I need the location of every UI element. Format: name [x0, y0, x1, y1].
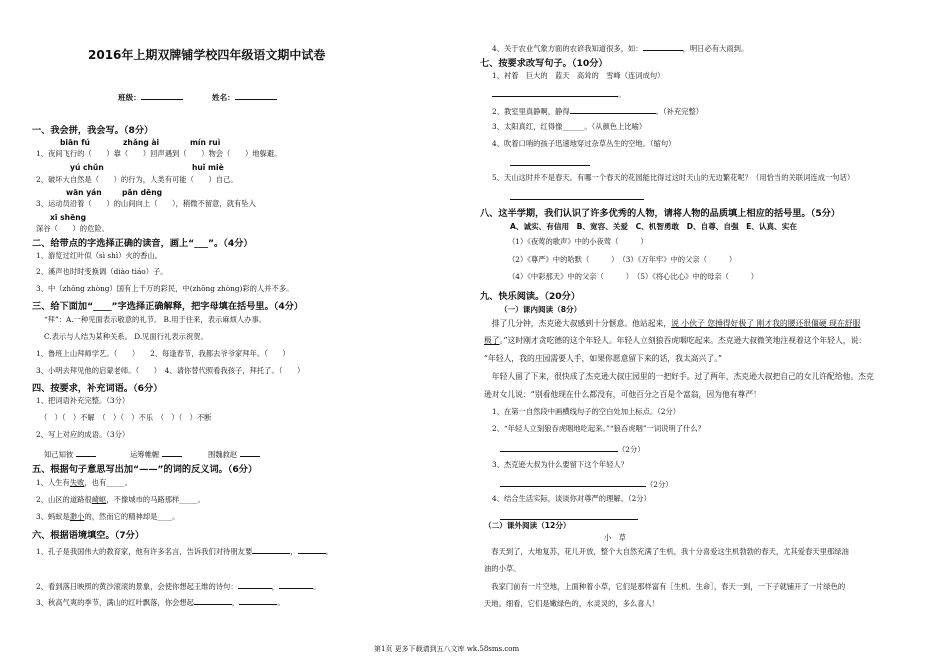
pinyin: biān fú: [60, 138, 90, 147]
exam-title: 2016年上期双牌铺学校四年级语文期中试卷: [88, 48, 326, 62]
section-5-heading: 五、根据句子意思写出加“——”的词的反义词。（6分）: [32, 464, 258, 475]
quality-options: A、诚实、有信用 B、宽容、关爱 C、机智勇敢 D、自尊、自强 E、认真、实在: [510, 222, 797, 231]
question-text: 2、破坏大自然是（ ）的行为，人类有可能（ ）自己。: [36, 175, 238, 184]
pinyin: wān yán: [66, 188, 102, 197]
name-blank[interactable]: [235, 91, 277, 100]
question-text: 3、太阳真红，红得像______。（从颜色上比喻）: [492, 122, 647, 131]
question-text: （2）《尊严》中的哈默（ ） （3）《万年牢》中的父亲（ ）: [508, 255, 737, 264]
passage-line: 排了几分钟，杰克逊大叔感到十分惬意。他站起来，说 小伙子 您捶得好极了 刚才我的腰还很僵硬 现在舒服: [484, 319, 861, 328]
question-text: 1、把词语补充完整。（3分）: [36, 396, 130, 405]
question-text: 3、杰克逊大叔为什么要留下这个年轻人？: [492, 460, 628, 469]
question-text: 3、秋高气爽的季节，满山的红叶飘落，你会想起 ， 。: [36, 598, 285, 607]
answer-line: （2分）: [500, 443, 645, 455]
idiom-item: 运筹帷幄: [130, 448, 182, 460]
section-4-heading: 四、按要求，补充词语。（6分）: [32, 383, 163, 394]
story-line: 油的小草。: [484, 564, 521, 573]
section-3-heading: 三、给下面加“____”字选择正确解释，把字母填在括号里。（4分）: [32, 301, 304, 312]
question-text: 4、吹着口哨的孩子迅速地穿过杂草丛生的空地。（缩句）: [492, 139, 676, 148]
question-text: 2、“年轻人立刻狼吞虎咽地吃起来。”“狼吞虎咽”一词说明了什么？: [492, 424, 705, 433]
question-text: 3、小明去拜见他的启蒙老师。（ ） 4、请你替代照看我孩子，拜托了。（ ）: [36, 366, 305, 375]
section-1-heading: 一、我会拼，我会写。（8分）: [32, 125, 154, 136]
name-label: 姓名：: [212, 93, 235, 102]
question-text: 1、夜间飞行的（ ）靠（ ）回声遇到（ ）物会（ ）地躲避。: [36, 149, 282, 158]
answer-line: （2分）: [500, 478, 673, 490]
class-blank[interactable]: [141, 91, 183, 100]
question-text: （4）《中彩那天》中的父亲（ ） （5）《将心比心》中的母亲（ ）: [508, 272, 759, 281]
question-text: 1、人生有失败，也有_____。: [36, 478, 132, 487]
pinyin: huǐ miè: [192, 163, 224, 172]
question-text: 1、游览过红叶似（sì shì）火的香山。: [36, 251, 162, 260]
answer-line: 。: [492, 88, 625, 100]
class-field: [118, 91, 183, 102]
question-text: 4、结合生活实际，谈谈你对尊严的理解。（2分）: [492, 494, 651, 503]
question-text: 3、中（zhōng zhòng）国有上千万的彩民，中(zhōng zhòng)彩的人并不多。: [36, 284, 294, 293]
pinyin: mín ruì: [190, 138, 221, 147]
question-text: 1、孔子是我国伟大的教育家，他有许多名言，告诉我们对待朋友要 ， 。: [36, 547, 333, 556]
section-6-heading: 六、根据语境填空。（7分）: [32, 530, 145, 541]
question-text: 1、衬着 巨大的 蓝天 高耸的 雪峰（连词成句）: [492, 71, 665, 80]
question-text: 3、运动员沿着（ ）的山间向上（ ），稍微不留意，就有坠入: [36, 199, 256, 208]
pinyin: zhǎng ài: [123, 138, 160, 147]
answer-line: [510, 191, 644, 203]
subsection-heading: （一）课内阅读（8分）: [500, 305, 582, 314]
question-text: （ ）（ ）不解 （ ）（ ）不乐 （ ）（ ）不断: [40, 413, 212, 422]
class-label: 班级：: [118, 93, 141, 102]
story-line: 春天到了，大地复苏，花儿开放，整个大自然充满了生机，我十分喜爱这生机勃勃的春天，尤其爱春天里那绿油: [484, 547, 849, 556]
passage-line: 极了。”这时刚才贪吃德的这个年轻人。年轻人立刻狼吞虎咽吃起来。杰克逊大叔微笑地注视着这个年轻人，说：: [484, 336, 867, 345]
question-text: 2、溪声也时时变换调（diào tiáo）子。: [36, 267, 168, 276]
idiom-item: 知己知彼: [44, 448, 96, 460]
name-field: [212, 91, 277, 102]
question-text: 3、蚂蚁是渺小的，然而它的精神却是____。: [36, 512, 180, 521]
question-text: 2、教室里真静啊，静得 。（补充完整）: [492, 107, 704, 116]
subsection-heading: （二）课外阅读（12分）: [484, 521, 571, 530]
question-text: 5、天山这时并不是春天。有哪一个春天的花园能比得过这时天山的无边繁花呢？（用恰当的关联词连成一句话）: [492, 173, 855, 182]
definition-text: “拜”：A.一种见面表示敬意的礼节。 B.用于往来，表示麻烦人办事。: [44, 315, 267, 324]
story-line: 我家门前有一片空地，上面种着小草，它们是那样富有［生机、生命］，春天一到，一下子就铺开了一片绿色的: [484, 582, 846, 591]
question-text: 2、写上对应的成语。（3分）: [36, 430, 130, 439]
story-title: 小 草: [604, 533, 626, 542]
passage-line: 年轻人留了下来，很快成了杰克逊大叔庄园里的一把好手。过了两年，杰克逊大叔把自己的女儿许配给他。杰克: [484, 372, 874, 381]
section-9-heading: 九、快乐阅读。（20分）: [480, 291, 581, 302]
pinyin: xī shēng: [50, 213, 87, 222]
section-8-heading: 八、这半学期，我们认识了许多优秀的人物，请将人物的品质填上相应的括号里。（5分）: [480, 208, 841, 219]
pinyin: yú chǔn: [70, 163, 104, 172]
section-2-heading: 二、给带点的字选择正确的读音，画上“___”。（4分）: [32, 238, 253, 249]
definition-text: C.表示与人结为某种关系。 D.见面行礼表示祝贺。: [44, 332, 208, 341]
answer-line: [510, 157, 590, 169]
question-text: 4、关于农业气象方面的农谚我知道很多，如： ，明日必有大雨到。: [492, 44, 749, 53]
section-7-heading: 七、按要求改写句子。（10分）: [480, 58, 608, 69]
passage-line: “年轻人，我的庄园需要人手，如果你愿意留下来的话，我太高兴了。”: [484, 354, 723, 363]
question-text: 2、山区的道路很崎岖，不像城市的马路那样_____。: [36, 495, 205, 504]
pinyin: pān dēng: [122, 188, 163, 197]
idiom-item: 围魏救赵: [208, 448, 260, 460]
story-line: 天地。细看，它们是嫩绿色的，水灵灵的，多么喜人！: [484, 599, 660, 608]
question-text: （1）《夜莺的歌声》中的小夜莺（ ）: [508, 237, 648, 246]
question-text: 深谷（ ）的危险。: [36, 224, 109, 233]
question-text: 1、在第一自然段中画横线句子的空白处加上标点。（2分）: [492, 407, 681, 416]
passage-line: 逊对女儿说：“别看他现在什么都没有，可他百分之百是个富翁，因为他有尊严！: [484, 390, 761, 399]
question-text: 2、看到落日映照的黄沙滚滚的景象，会使你想起王维的诗句： ， 。: [36, 582, 321, 591]
question-text: 1、鲁班上山拜师学艺。（ ） 2、每逢春节，我都去爷爷家拜年。（ ）: [36, 349, 290, 358]
page-footer: 第1页 更多下载请到五八文库 wk.58sms.com: [374, 645, 520, 653]
